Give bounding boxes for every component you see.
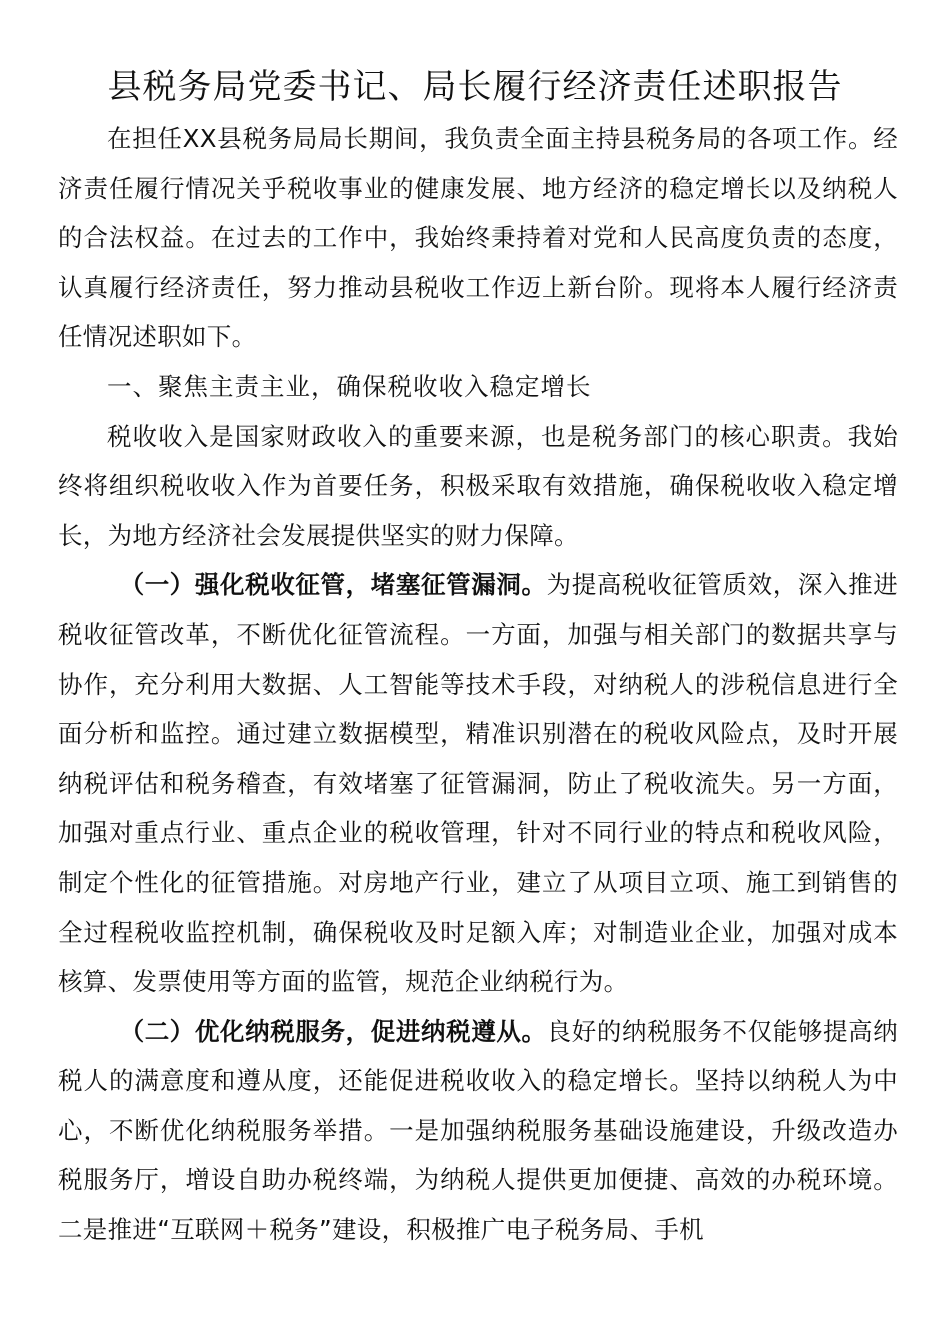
document-body — [58, 114, 898, 1255]
section-1-heading: 一、聚焦主责主业，确保税收收入稳定增长 — [107, 371, 592, 401]
subsection-1-paragraph — [58, 560, 898, 1006]
subsection-2-body: 良好的纳税服务不仅能够提高纳税人的满意度和遵从度，还能促进税收收入的稳定增长。坚持以纳税人为中心，不断优化纳税服务举措。一是加强纳税服务基础设施建设，升级改造办税服务厅，增设自助办税终端，为纳税人提供更加便捷、高效的办税环境。二是推进“互联网＋税务”建设，积极推广电子税务局、手机 — [58, 1016, 898, 1245]
subsection-2-paragraph — [58, 1007, 898, 1255]
intro-paragraph: 在担任XX县税务局局长期间，我负责全面主持县税务局的各项工作。经济责任履行情况关乎税收事业的健康发展、地方经济的稳定增长以及纳税人的合法权益。在过去的工作中，我始终秉持着对党和人民高度负责的态度，认真履行经济责任，努力推动县税收工作迈上新台阶。现将本人履行经济责任情况述职如下。 — [58, 124, 898, 352]
subsection-2-lead: （二）优化纳税服务，促进纳税遵从。 — [119, 1016, 547, 1046]
section-1-paragraph: 税收收入是国家财政收入的重要来源，也是税务部门的核心职责。我始终将组织税收收入作为首要任务，积极采取有效措施，确保税收收入稳定增长，为地方经济社会发展提供坚实的财力保障。 — [58, 421, 898, 550]
document-title: 县税务局党委书记、局长履行经济责任述职报告 — [107, 67, 843, 107]
subsection-1-lead: （一）强化税收征管，堵塞征管漏洞。 — [119, 570, 547, 600]
subsection-1-body: 为提高税收征管质效，深入推进税收征管改革，不断优化征管流程。一方面，加强与相关部门的数据共享与协作，充分利用大数据、人工智能等技术手段，对纳税人的涉税信息进行全面分析和监控。通过建立数据模型，精准识别潜在的税收风险点，及时开展纳税评估和税务稽查，有效堵塞了征管漏洞，防止了税收流失。另一方面，加强对重点行业、重点企业的税收管理，针对不同行业的特点和税收风险，制定个性化的征管措施。对房地产行业，建立了从项目立项、施工到销售的全过程税收监控机制，确保税收及时足额入库；对制造业企业，加强对成本核算、发票使用等方面的监管，规范企业纳税行为。 — [58, 570, 898, 997]
